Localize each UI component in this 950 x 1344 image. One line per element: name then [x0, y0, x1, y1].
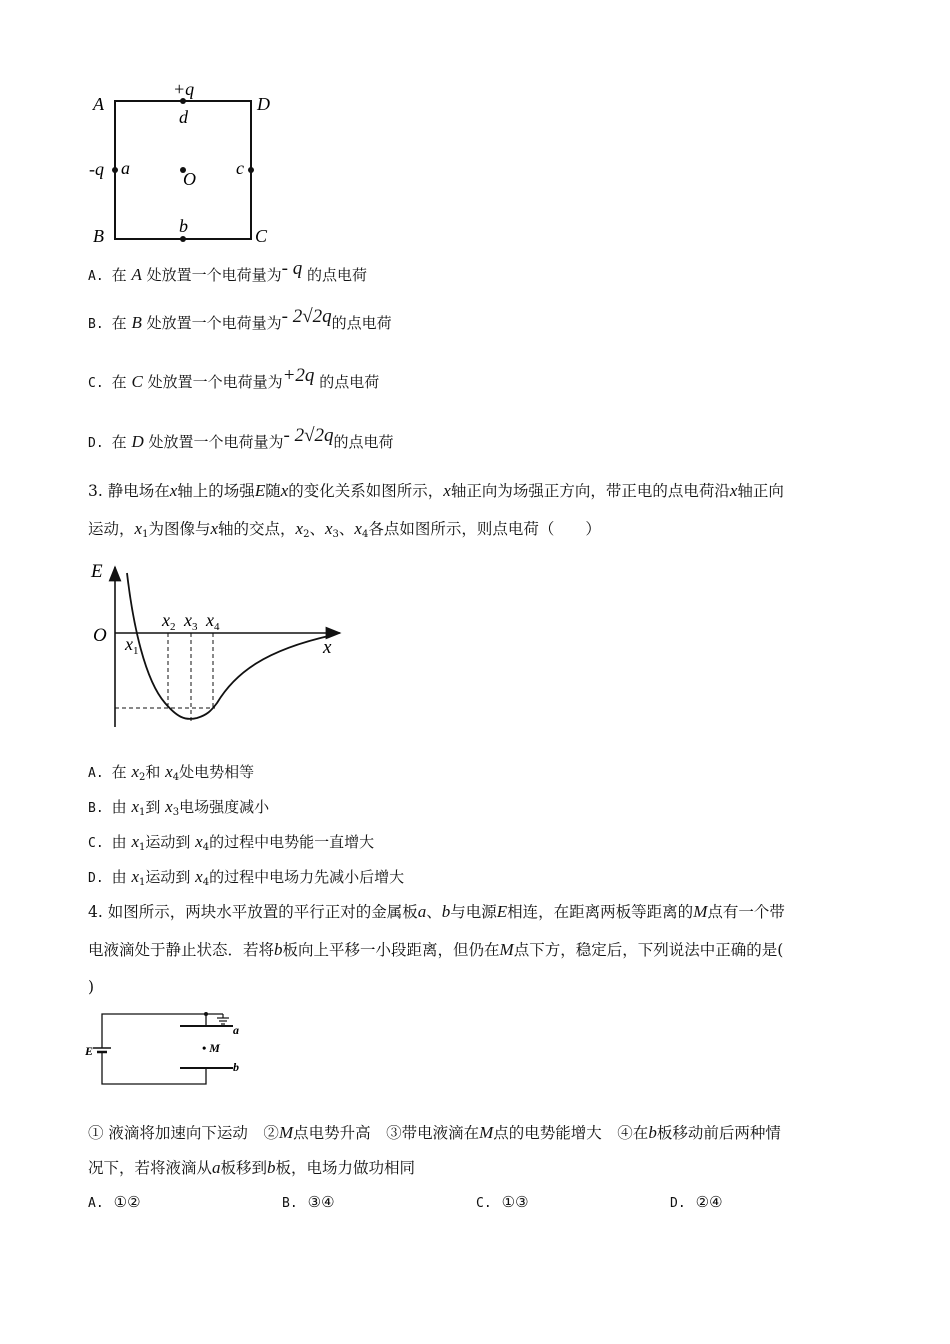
q4-stem-line3: ) [88, 978, 95, 996]
q4-statements-line1: ① 液滴将加速向下运动 ②M点电势升高 ③带电液滴在M点的电势能增大 ④在b板移动前后两种情 [88, 1123, 781, 1142]
corner-A: A [93, 94, 104, 114]
q4-choice-b[interactable]: B. ③④ [282, 1193, 335, 1211]
charge-plus-q: +q [173, 79, 195, 99]
axis-label-E: E [91, 561, 103, 582]
tick-x3: $x_3$ [184, 610, 198, 633]
corner-C: C [255, 226, 268, 246]
e-x-graph [85, 555, 355, 735]
axis-label-O: O [93, 625, 107, 646]
label-a: a [121, 158, 130, 178]
capacitor-circuit [85, 1008, 255, 1090]
label-a: a [233, 1023, 239, 1037]
corner-D: D [257, 94, 270, 114]
q2-option-a[interactable]: A. 在 A 处放置一个电荷量为- q 的点电荷 [88, 258, 368, 284]
axis-label-x: x [323, 637, 332, 658]
q4-stem-line1: 4. 如图所示，两块水平放置的平行正对的金属板a、b与电源E相连，在距离两板等距离的M点有一个带 [88, 902, 785, 921]
q2-option-d[interactable]: D. 在 D 处放置一个电荷量为- 2√2q的点电荷 [88, 425, 394, 451]
q3-option-c[interactable]: C. 由 $x_1$运动到 $x_4$的过程中电势能一直增大 [88, 832, 375, 853]
q3-stem-line2: 运动，$x_1$为图像与x轴的交点，$x_2$、$x_3$、$x_4$各点如图所示，则点电荷（ ） [88, 519, 601, 540]
tick-x1: $x_1$ [125, 634, 139, 657]
dot-c [248, 167, 254, 173]
q4-choice-d[interactable]: D. ②④ [670, 1193, 723, 1211]
tick-x4: $x_4$ [206, 610, 220, 633]
q4-choice-a[interactable]: A. ①② [88, 1193, 141, 1211]
q2-option-b[interactable]: B. 在 B 处放置一个电荷量为- 2√2q的点电荷 [88, 306, 392, 332]
q3-option-b[interactable]: B. 由 $x_1$到 $x_3$电场强度减小 [88, 797, 270, 818]
q3-option-d[interactable]: D. 由 $x_1$运动到 $x_4$的过程中电场力先减小后增大 [88, 867, 405, 888]
charge-minus-q: -q [89, 159, 104, 179]
q3-option-a[interactable]: A. 在 $x_2$和 $x_4$处电势相等 [88, 762, 255, 783]
q4-stem-line2: 电液滴处于静止状态．若将b板向上平移一小段距离，但仍在M点下方，稳定后，下列说法中正确的是( [88, 940, 784, 959]
label-O: O [183, 169, 196, 189]
corner-B: B [93, 226, 104, 246]
q4-choice-c[interactable]: C. ①③ [476, 1193, 529, 1211]
label-d: d [179, 107, 188, 127]
q3-stem-line1: 3. 静电场在x轴上的场强E随x的变化关系如图所示，x轴正向为场强正方向，带正电的点电荷沿x轴正向 [88, 481, 784, 500]
q2-option-c[interactable]: C. 在 C 处放置一个电荷量为+2q 的点电荷 [88, 365, 380, 391]
circuit-wire-top [102, 1014, 206, 1048]
e-curve [127, 573, 333, 719]
label-M: • M [202, 1041, 220, 1055]
q4-statements-line2: 况下，若将液滴从a板移到b板，电场力做功相同 [88, 1158, 416, 1177]
tick-x2: $x_2$ [162, 610, 176, 633]
label-c: c [236, 158, 244, 178]
label-b: b [179, 216, 188, 236]
label-E: E [85, 1044, 94, 1058]
dot-a [112, 167, 118, 173]
dot-b [180, 236, 186, 242]
square-charge-figure [85, 75, 285, 250]
label-b: b [233, 1060, 239, 1074]
